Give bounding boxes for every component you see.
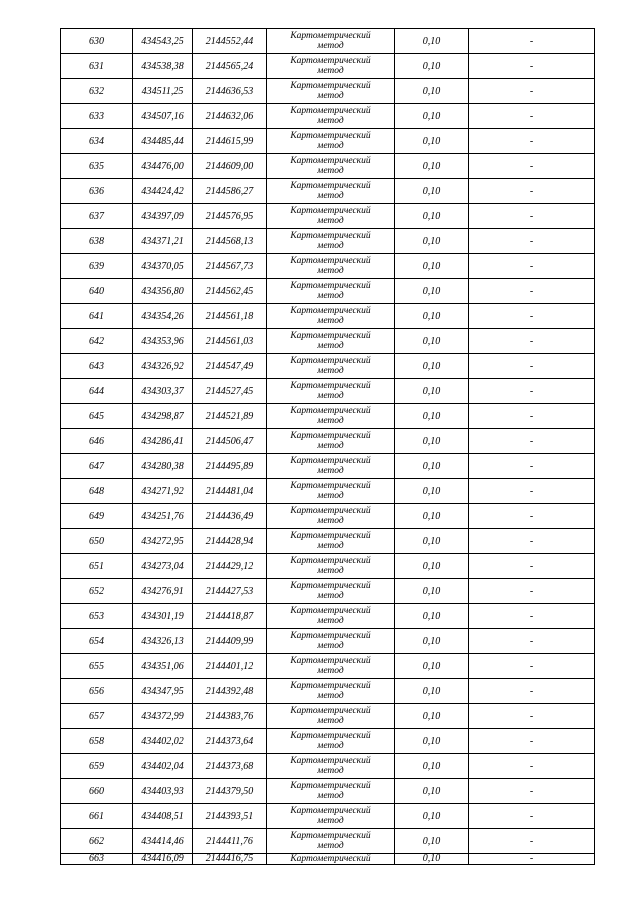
y-coordinate-cell: 2144562,45 (193, 279, 267, 304)
note-cell: - (469, 404, 595, 429)
accuracy-cell: 0,10 (395, 279, 469, 304)
note-cell: - (469, 229, 595, 254)
x-coordinate-cell: 434538,38 (133, 54, 193, 79)
table-row (61, 754, 595, 779)
point-number-cell: 659 (61, 754, 133, 779)
table-row (61, 354, 595, 379)
method-text: Картометрический метод (290, 131, 371, 151)
method-cell (267, 129, 395, 154)
method-cell (267, 79, 395, 104)
table-row (61, 404, 595, 429)
point-number-cell: 646 (61, 429, 133, 454)
note-cell: - (469, 79, 595, 104)
point-number-cell: 637 (61, 204, 133, 229)
note-cell: - (469, 754, 595, 779)
x-coordinate-cell: 434511,25 (133, 79, 193, 104)
y-coordinate-cell: 2144481,04 (193, 479, 267, 504)
method-cell (267, 404, 395, 429)
accuracy-cell: 0,10 (395, 804, 469, 829)
point-number-cell: 632 (61, 79, 133, 104)
x-coordinate-cell: 434298,87 (133, 404, 193, 429)
method-text: Картометрический метод (290, 381, 371, 401)
accuracy-cell: 0,10 (395, 754, 469, 779)
coordinates-table (60, 28, 595, 865)
method-cell (267, 629, 395, 654)
method-text: Картометрический метод (290, 506, 371, 526)
accuracy-cell: 0,10 (395, 779, 469, 804)
point-number-cell: 647 (61, 454, 133, 479)
method-cell (267, 429, 395, 454)
table-row (61, 29, 595, 54)
method-text: Картометрический метод (290, 181, 371, 201)
method-text: Картометрический метод (290, 806, 371, 826)
note-cell: - (469, 354, 595, 379)
point-number-cell: 655 (61, 654, 133, 679)
point-number-cell: 631 (61, 54, 133, 79)
y-coordinate-cell: 2144495,89 (193, 454, 267, 479)
method-text: Картометрический метод (290, 456, 371, 476)
method-text: Картометрический метод (290, 781, 371, 801)
y-coordinate-cell: 2144429,12 (193, 554, 267, 579)
accuracy-cell: 0,10 (395, 629, 469, 654)
method-text: Картометрический метод (290, 256, 371, 276)
method-cell (267, 829, 395, 854)
method-text: Картометрический метод (290, 331, 371, 351)
note-cell: - (469, 29, 595, 54)
x-coordinate-cell: 434301,19 (133, 604, 193, 629)
table-row (61, 204, 595, 229)
coordinates-table-page (60, 28, 594, 865)
y-coordinate-cell: 2144401,12 (193, 654, 267, 679)
y-coordinate-cell: 2144547,49 (193, 354, 267, 379)
x-coordinate-cell: 434326,13 (133, 629, 193, 654)
point-number-cell: 630 (61, 29, 133, 54)
note-cell: - (469, 204, 595, 229)
y-coordinate-cell: 2144576,95 (193, 204, 267, 229)
method-text: Картометрический метод (290, 406, 371, 426)
y-coordinate-cell: 2144615,99 (193, 129, 267, 154)
y-coordinate-cell: 2144609,00 (193, 154, 267, 179)
y-coordinate-cell: 2144373,68 (193, 754, 267, 779)
y-coordinate-cell: 2144416,75 (193, 854, 267, 865)
point-number-cell: 654 (61, 629, 133, 654)
note-cell: - (469, 279, 595, 304)
table-row (61, 654, 595, 679)
point-number-cell: 663 (61, 854, 133, 865)
method-cell (267, 854, 395, 865)
table-body (61, 29, 595, 865)
y-coordinate-cell: 2144586,27 (193, 179, 267, 204)
x-coordinate-cell: 434272,95 (133, 529, 193, 554)
point-number-cell: 643 (61, 354, 133, 379)
accuracy-cell: 0,10 (395, 179, 469, 204)
x-coordinate-cell: 434416,09 (133, 854, 193, 865)
accuracy-cell: 0,10 (395, 104, 469, 129)
table-row (61, 179, 595, 204)
x-coordinate-cell: 434326,92 (133, 354, 193, 379)
method-cell (267, 29, 395, 54)
accuracy-cell: 0,10 (395, 829, 469, 854)
x-coordinate-cell: 434371,21 (133, 229, 193, 254)
note-cell: - (469, 504, 595, 529)
x-coordinate-cell: 434370,05 (133, 254, 193, 279)
point-number-cell: 642 (61, 329, 133, 354)
y-coordinate-cell: 2144373,64 (193, 729, 267, 754)
accuracy-cell: 0,10 (395, 529, 469, 554)
point-number-cell: 651 (61, 554, 133, 579)
table-row (61, 429, 595, 454)
x-coordinate-cell: 434351,06 (133, 654, 193, 679)
y-coordinate-cell: 2144565,24 (193, 54, 267, 79)
method-cell (267, 204, 395, 229)
y-coordinate-cell: 2144393,51 (193, 804, 267, 829)
x-coordinate-cell: 434403,93 (133, 779, 193, 804)
accuracy-cell: 0,10 (395, 854, 469, 865)
x-coordinate-cell: 434353,96 (133, 329, 193, 354)
point-number-cell: 653 (61, 604, 133, 629)
method-text: Картометрический метод (290, 306, 371, 326)
point-number-cell: 633 (61, 104, 133, 129)
table-row (61, 779, 595, 804)
method-cell (267, 354, 395, 379)
note-cell: - (469, 554, 595, 579)
accuracy-cell: 0,10 (395, 304, 469, 329)
accuracy-cell: 0,10 (395, 379, 469, 404)
table-row (61, 579, 595, 604)
x-coordinate-cell: 434271,92 (133, 479, 193, 504)
method-text: Картометрический метод (290, 581, 371, 601)
accuracy-cell: 0,10 (395, 54, 469, 79)
point-number-cell: 650 (61, 529, 133, 554)
table-row (61, 529, 595, 554)
note-cell: - (469, 604, 595, 629)
method-cell (267, 779, 395, 804)
x-coordinate-cell: 434276,91 (133, 579, 193, 604)
note-cell: - (469, 579, 595, 604)
x-coordinate-cell: 434356,80 (133, 279, 193, 304)
y-coordinate-cell: 2144427,53 (193, 579, 267, 604)
table-row (61, 854, 595, 865)
method-text: Картометрический метод (290, 631, 371, 651)
table-row (61, 504, 595, 529)
accuracy-cell: 0,10 (395, 704, 469, 729)
method-text: Картометрический метод (290, 556, 371, 576)
x-coordinate-cell: 434424,42 (133, 179, 193, 204)
x-coordinate-cell: 434273,04 (133, 554, 193, 579)
method-text: Картометрический метод (290, 481, 371, 501)
table-row (61, 554, 595, 579)
note-cell: - (469, 454, 595, 479)
method-text: Картометрический метод (290, 706, 371, 726)
y-coordinate-cell: 2144506,47 (193, 429, 267, 454)
table-row (61, 729, 595, 754)
note-cell: - (469, 854, 595, 865)
note-cell: - (469, 304, 595, 329)
method-cell (267, 179, 395, 204)
method-cell (267, 529, 395, 554)
method-text: Картометрический метод (290, 831, 371, 851)
table-row (61, 104, 595, 129)
note-cell: - (469, 429, 595, 454)
accuracy-cell: 0,10 (395, 154, 469, 179)
table-row (61, 54, 595, 79)
accuracy-cell: 0,10 (395, 679, 469, 704)
table-row (61, 479, 595, 504)
method-cell (267, 754, 395, 779)
method-text: Картометрический метод (290, 56, 371, 76)
note-cell: - (469, 529, 595, 554)
y-coordinate-cell: 2144521,89 (193, 404, 267, 429)
note-cell: - (469, 104, 595, 129)
method-text: Картометрический метод (290, 206, 371, 226)
method-cell (267, 104, 395, 129)
note-cell: - (469, 154, 595, 179)
table-row (61, 129, 595, 154)
method-text: Картометрический метод (290, 356, 371, 376)
point-number-cell: 639 (61, 254, 133, 279)
point-number-cell: 662 (61, 829, 133, 854)
accuracy-cell: 0,10 (395, 579, 469, 604)
x-coordinate-cell: 434507,16 (133, 104, 193, 129)
method-cell (267, 554, 395, 579)
accuracy-cell: 0,10 (395, 504, 469, 529)
note-cell: - (469, 329, 595, 354)
method-cell (267, 304, 395, 329)
method-text: Картометрический метод (290, 81, 371, 101)
y-coordinate-cell: 2144379,50 (193, 779, 267, 804)
point-number-cell: 648 (61, 479, 133, 504)
accuracy-cell: 0,10 (395, 79, 469, 104)
point-number-cell: 645 (61, 404, 133, 429)
note-cell: - (469, 629, 595, 654)
point-number-cell: 661 (61, 804, 133, 829)
method-cell (267, 254, 395, 279)
table-row (61, 629, 595, 654)
accuracy-cell: 0,10 (395, 354, 469, 379)
method-cell (267, 479, 395, 504)
y-coordinate-cell: 2144561,03 (193, 329, 267, 354)
method-cell (267, 729, 395, 754)
point-number-cell: 634 (61, 129, 133, 154)
method-text: Картометрический метод (290, 681, 371, 701)
point-number-cell: 657 (61, 704, 133, 729)
x-coordinate-cell: 434372,99 (133, 704, 193, 729)
accuracy-cell: 0,10 (395, 479, 469, 504)
table-row (61, 679, 595, 704)
x-coordinate-cell: 434402,02 (133, 729, 193, 754)
method-cell (267, 329, 395, 354)
method-text: Картометрический метод (290, 231, 371, 251)
point-number-cell: 656 (61, 679, 133, 704)
x-coordinate-cell: 434347,95 (133, 679, 193, 704)
note-cell: - (469, 254, 595, 279)
note-cell: - (469, 654, 595, 679)
y-coordinate-cell: 2144567,73 (193, 254, 267, 279)
method-cell (267, 579, 395, 604)
method-cell (267, 379, 395, 404)
method-cell (267, 654, 395, 679)
x-coordinate-cell: 434280,38 (133, 454, 193, 479)
note-cell: - (469, 779, 595, 804)
x-coordinate-cell: 434543,25 (133, 29, 193, 54)
x-coordinate-cell: 434251,76 (133, 504, 193, 529)
note-cell: - (469, 679, 595, 704)
x-coordinate-cell: 434476,00 (133, 154, 193, 179)
note-cell: - (469, 804, 595, 829)
method-cell (267, 704, 395, 729)
method-text: Картометрический (290, 854, 371, 864)
y-coordinate-cell: 2144409,99 (193, 629, 267, 654)
accuracy-cell: 0,10 (395, 254, 469, 279)
x-coordinate-cell: 434414,46 (133, 829, 193, 854)
method-cell (267, 604, 395, 629)
point-number-cell: 635 (61, 154, 133, 179)
point-number-cell: 636 (61, 179, 133, 204)
accuracy-cell: 0,10 (395, 454, 469, 479)
y-coordinate-cell: 2144383,76 (193, 704, 267, 729)
x-coordinate-cell: 434303,37 (133, 379, 193, 404)
note-cell: - (469, 704, 595, 729)
accuracy-cell: 0,10 (395, 204, 469, 229)
method-text: Картометрический метод (290, 281, 371, 301)
table-row (61, 829, 595, 854)
method-text: Картометрический метод (290, 156, 371, 176)
note-cell: - (469, 129, 595, 154)
table-row (61, 254, 595, 279)
method-cell (267, 54, 395, 79)
note-cell: - (469, 729, 595, 754)
table-row (61, 379, 595, 404)
table-row (61, 79, 595, 104)
accuracy-cell: 0,10 (395, 604, 469, 629)
accuracy-cell: 0,10 (395, 429, 469, 454)
method-cell (267, 804, 395, 829)
method-cell (267, 504, 395, 529)
accuracy-cell: 0,10 (395, 654, 469, 679)
method-text: Картометрический метод (290, 656, 371, 676)
y-coordinate-cell: 2144418,87 (193, 604, 267, 629)
accuracy-cell: 0,10 (395, 554, 469, 579)
point-number-cell: 640 (61, 279, 133, 304)
method-cell (267, 229, 395, 254)
table-row (61, 804, 595, 829)
point-number-cell: 649 (61, 504, 133, 529)
accuracy-cell: 0,10 (395, 404, 469, 429)
table-row (61, 304, 595, 329)
method-text: Картометрический метод (290, 431, 371, 451)
y-coordinate-cell: 2144568,13 (193, 229, 267, 254)
table-row (61, 279, 595, 304)
table-row (61, 329, 595, 354)
point-number-cell: 641 (61, 304, 133, 329)
x-coordinate-cell: 434286,41 (133, 429, 193, 454)
point-number-cell: 644 (61, 379, 133, 404)
note-cell: - (469, 54, 595, 79)
note-cell: - (469, 829, 595, 854)
accuracy-cell: 0,10 (395, 129, 469, 154)
y-coordinate-cell: 2144428,94 (193, 529, 267, 554)
x-coordinate-cell: 434397,09 (133, 204, 193, 229)
point-number-cell: 660 (61, 779, 133, 804)
method-cell (267, 454, 395, 479)
method-cell (267, 279, 395, 304)
method-cell (267, 154, 395, 179)
y-coordinate-cell: 2144552,44 (193, 29, 267, 54)
method-text: Картометрический метод (290, 531, 371, 551)
accuracy-cell: 0,10 (395, 729, 469, 754)
table-row (61, 154, 595, 179)
note-cell: - (469, 379, 595, 404)
y-coordinate-cell: 2144527,45 (193, 379, 267, 404)
table-row (61, 604, 595, 629)
y-coordinate-cell: 2144561,18 (193, 304, 267, 329)
accuracy-cell: 0,10 (395, 329, 469, 354)
method-text: Картометрический метод (290, 106, 371, 126)
accuracy-cell: 0,10 (395, 229, 469, 254)
note-cell: - (469, 479, 595, 504)
x-coordinate-cell: 434485,44 (133, 129, 193, 154)
table-row (61, 454, 595, 479)
y-coordinate-cell: 2144436,49 (193, 504, 267, 529)
method-text: Картометрический метод (290, 31, 371, 51)
method-text: Картометрический метод (290, 606, 371, 626)
note-cell: - (469, 179, 595, 204)
point-number-cell: 658 (61, 729, 133, 754)
point-number-cell: 638 (61, 229, 133, 254)
x-coordinate-cell: 434408,51 (133, 804, 193, 829)
table-row (61, 229, 595, 254)
y-coordinate-cell: 2144392,48 (193, 679, 267, 704)
accuracy-cell: 0,10 (395, 29, 469, 54)
method-cell (267, 679, 395, 704)
method-text: Картометрический метод (290, 756, 371, 776)
y-coordinate-cell: 2144632,06 (193, 104, 267, 129)
method-text: Картометрический метод (290, 731, 371, 751)
y-coordinate-cell: 2144411,76 (193, 829, 267, 854)
point-number-cell: 652 (61, 579, 133, 604)
table-row (61, 704, 595, 729)
y-coordinate-cell: 2144636,53 (193, 79, 267, 104)
x-coordinate-cell: 434402,04 (133, 754, 193, 779)
x-coordinate-cell: 434354,26 (133, 304, 193, 329)
